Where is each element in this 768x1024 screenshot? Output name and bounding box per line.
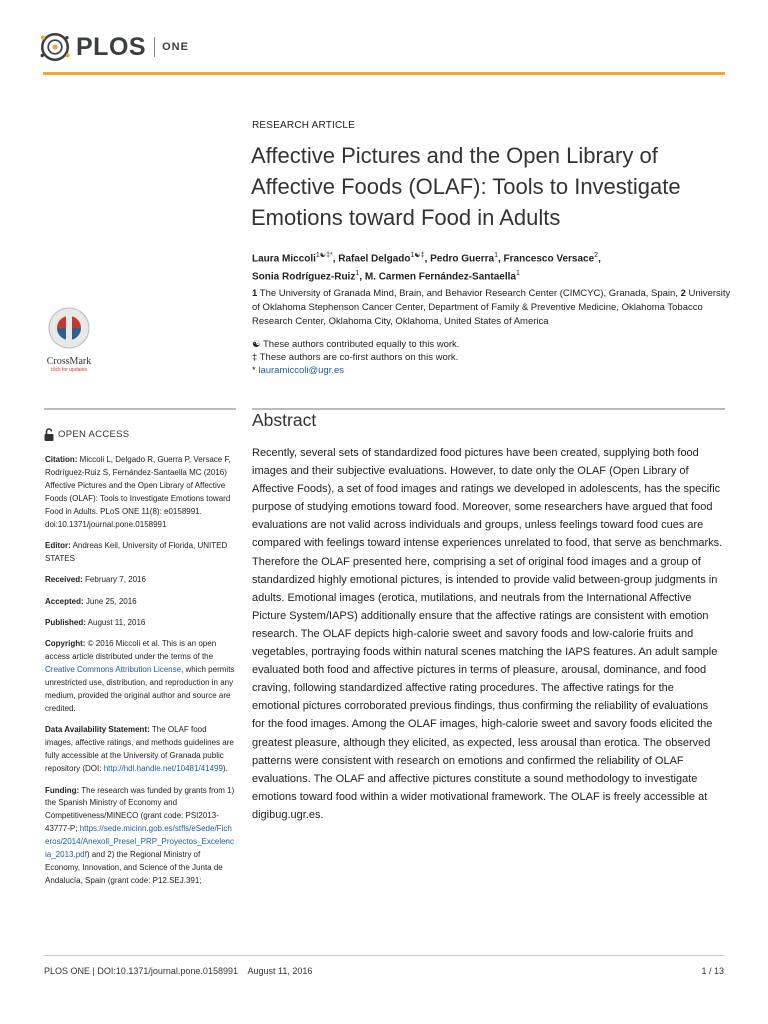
citation-label: Citation:	[45, 455, 78, 464]
citation-block	[45, 454, 235, 531]
data-availability-end: ).	[222, 764, 228, 774]
funding-block	[45, 785, 235, 888]
funding-label: Funding:	[45, 785, 80, 795]
citation-text: Miccoli L, Delgado R, Guerra P, Versace F, Rodríguez-Ruiz S, Fernández-Santaella MC (2016) Affective Pictures and the Open Library of Affective Foods (OLAF): Tools to Investigate Emotions toward Food in Adults. PLoS ONE 11(8): e0158991. doi:10.1371/journal.pone.0158991	[45, 455, 231, 529]
author-name[interactable]: M. Carmen Fernández-Santaella	[364, 271, 516, 283]
crossmark-label: CrossMark	[46, 356, 92, 367]
logo-sub-text: ONE	[162, 41, 189, 53]
author-sup: 1	[494, 252, 498, 259]
crossmark-sub: click for updates	[50, 367, 88, 373]
funding-text-end: ) and 2) the Regional Ministry of Economy, Innovation, and Science of the Junta de Andalucía, Spain (grant code: P12.SEJ.391;	[45, 850, 223, 885]
article-type: RESEARCH ARTICLE	[252, 120, 356, 131]
affiliations	[252, 287, 732, 329]
crossmark-badge[interactable]	[44, 306, 94, 373]
footer-citation: PLOS ONE | DOI:10.1371/journal.pone.0158991 August 11, 2016	[44, 966, 313, 976]
funding-link[interactable]: https://sede.micinn.gob.es/stfls/eSede/Ficheros/2014/Anexoll_Presel_PRP_Proyectos_Excelencia_2013.pdf	[45, 824, 234, 860]
open-access-label: OPEN ACCESS	[58, 429, 130, 440]
affiliation-text: University of Oklahoma Stephenson Cancer Center, Department of Family & Preventive Medicine, Oklahoma Tobacco Research Center, Oklahoma City, Oklahoma, United States of America	[252, 288, 731, 327]
page-number: 1 / 13	[701, 966, 724, 976]
author-name[interactable]: Francesco Versace	[503, 253, 595, 265]
logo-brand-text: PLOS	[76, 32, 147, 61]
article-title: Affective Pictures and the Open Library of Affective Foods (OLAF): Tools to Investigate Emotions toward Food in Adults	[251, 143, 681, 230]
author-list	[252, 248, 732, 285]
published-label: Published:	[45, 618, 86, 628]
editor-block	[45, 540, 235, 566]
author-sep: ,	[424, 253, 431, 265]
open-lock-icon	[44, 428, 54, 441]
author-notes	[252, 338, 732, 377]
sidebar-rule	[44, 408, 236, 410]
author-name[interactable]: Rafael Delgado	[338, 253, 411, 265]
accepted-date: June 25, 2016	[85, 596, 137, 606]
editor-text: Andreas Keil, University of Florida, UNITED STATES	[45, 540, 228, 563]
author-sup: 1	[515, 270, 520, 278]
abstract-text: Recently, several sets of standardized food pictures have been created, supplying both food images and their subjective evaluations. However, to date only the OLAF (Open Library of Affective Foods), a set of food images and ratings we developed in adolescents, has the specific purpose of studying emotions toward food. Moreover, some researchers have argued that food evaluations are not valid across individuals and groups, unless feelings toward food cues are compared with feelings toward intense experiences unrelated to food, that serve as benchmarks. Therefore the OLAF presented here, comprising a set of original food images and a group of standardized highly emotional pictures, is intended to provide valid between-group judgments in adults. Emotional images (erotica, mutilations, and neutrals from the International Affective Picture System/IAPS) additionally ensure that the affective ratings are consistent with emotion research. The OLAF depicts high-calorie sweet and savory foods and low-calorie fruits and vegetables, portraying foods within natural scenes matching the IAPS features. An adult sample evaluated both food and affective pictures in terms of pleasure, arousal, dominance, and food craving, following standardized affective rating procedures. The affective ratings for the emotional pictures corroborated previous findings, thus confirming the reliability of evaluations for the food images. Among the OLAF images, high-calorie sweet and savory foods elicited the greatest pleasure, although they elicited, as expected, less arousal than erotica. The observed patterns were consistent with research on emotions and confirmed the reliability of OLAF evaluations. The OLAF and affective pictures constitute a sound methodology to investigate emotions toward food within a wider motivational framework. The OLAF is freely accessible at digibug.ugr.es.	[252, 447, 723, 821]
funding-text: The research was funded by grants from 1) the Spanish Ministry of Economy and Competitiveness/MINECO (grant code: PSI2013-43777-P;	[45, 785, 235, 834]
article-info-sidebar	[45, 454, 235, 896]
author-sup: 2	[594, 252, 599, 259]
copyright-block	[45, 638, 235, 715]
author-sep: ,	[497, 253, 504, 265]
copyright-text-end: , which permits unrestricted use, distribution, and reproduction in any medium, provided the original author and source are credited.	[45, 665, 235, 713]
author-sep: ,	[598, 253, 601, 265]
affiliation-number: 1	[252, 288, 258, 299]
accepted-label: Accepted:	[45, 596, 84, 606]
plos-logo-icon	[38, 30, 72, 64]
plos-one-logo[interactable]	[38, 30, 189, 64]
received-date: February 7, 2016	[85, 575, 146, 585]
corresponding-note	[252, 364, 732, 377]
equal-contribution-note: ☯ These authors contributed equally to this work.	[252, 339, 460, 350]
received-block	[45, 574, 235, 587]
received-label: Received:	[45, 575, 83, 585]
corresponding-marker: *	[252, 365, 259, 376]
published-block	[45, 617, 235, 630]
data-availability-label: Data Availability Statement:	[45, 725, 150, 735]
abstract-rule	[252, 408, 725, 410]
header-rule	[43, 72, 725, 75]
data-availability-text: The OLAF food images, affective ratings, and methods guidelines are fully accessible at the University of Granada public repository (DOI:	[45, 725, 234, 774]
author-name[interactable]: Laura Miccoli	[252, 253, 316, 265]
author-sup: 1	[355, 270, 360, 278]
copyright-text: © 2016 Miccoli et al. This is an open access article distributed under the terms of the	[45, 639, 217, 662]
co-first-note: ‡ These authors are co-first authors on this work.	[252, 352, 459, 363]
open-access-badge	[44, 428, 129, 441]
published-date: August 11, 2016	[87, 618, 146, 628]
author-sep: ,	[332, 253, 339, 265]
author-sup: 1☯‡*	[315, 252, 333, 259]
license-link[interactable]: Creative Commons Attribution License	[45, 665, 182, 675]
email-link[interactable]: lauramiccoli@ugr.es	[258, 365, 345, 376]
repository-link[interactable]: http://hdl.handle.net/10481/41499	[103, 764, 223, 774]
data-availability-block	[45, 724, 235, 776]
author-name[interactable]: Pedro Guerra	[430, 253, 495, 265]
accepted-block	[45, 596, 235, 609]
footer-rule	[43, 955, 725, 956]
journal-header	[0, 0, 768, 80]
affiliation-text: The University of Granada Mind, Brain, and Behavior Research Center (CIMCYC), Granada, Spain,	[259, 288, 678, 299]
author-name[interactable]: Sonia Rodríguez-Ruiz	[252, 271, 356, 283]
affiliation-number: 2	[680, 288, 686, 299]
crossmark-icon	[47, 306, 91, 350]
copyright-label: Copyright:	[45, 639, 86, 649]
logo-separator	[154, 37, 155, 57]
editor-label: Editor:	[45, 540, 71, 550]
author-sup: 1☯‡	[410, 252, 425, 259]
abstract-heading: Abstract	[252, 410, 317, 430]
author-sep: ,	[359, 271, 365, 283]
